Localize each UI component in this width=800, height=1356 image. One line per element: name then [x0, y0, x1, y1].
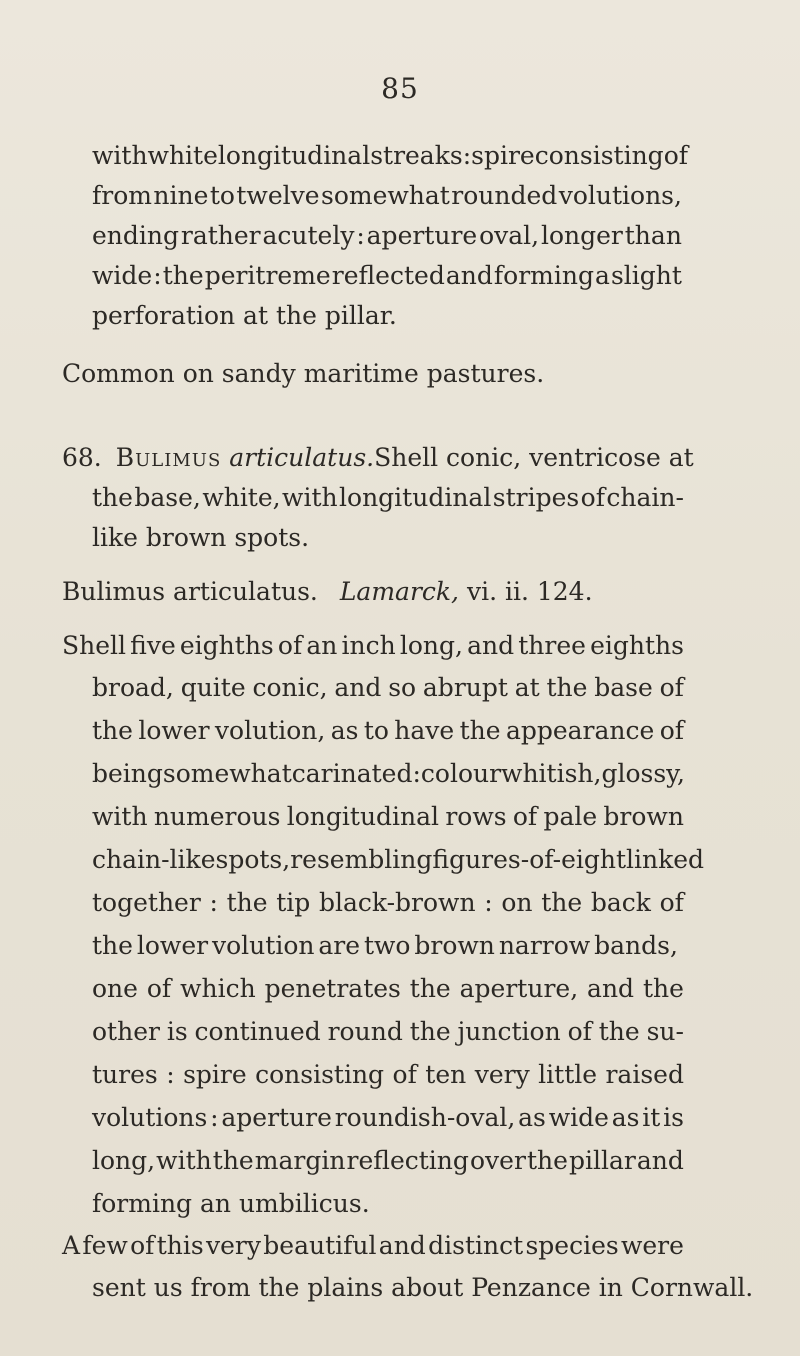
word: stripes	[492, 483, 580, 512]
text-line	[92, 883, 684, 923]
text-line	[92, 1012, 684, 1052]
word: to	[209, 181, 235, 210]
word: to	[363, 716, 389, 745]
word: numerous	[153, 802, 281, 831]
species-heading	[62, 438, 694, 478]
word: which	[180, 974, 256, 1003]
synonym-line	[62, 572, 593, 612]
word: slight	[610, 261, 682, 290]
word: volutions,	[558, 181, 682, 210]
word: as	[518, 1103, 546, 1132]
word: carinated	[291, 759, 413, 788]
word: as	[611, 1103, 640, 1132]
word: very	[206, 1231, 261, 1260]
word: :	[210, 1103, 219, 1132]
word: su-	[646, 1017, 684, 1046]
word: the	[546, 673, 588, 702]
text-line	[92, 1055, 684, 1095]
word: aperture	[221, 1103, 332, 1132]
species-epithet: articulatus.	[229, 443, 375, 472]
word: :	[462, 141, 472, 170]
word: chain-	[606, 483, 684, 512]
word: volutions	[92, 1103, 208, 1132]
word: conic,	[252, 673, 328, 702]
word: junction	[457, 1017, 561, 1046]
word: the	[541, 888, 583, 917]
word: volution,	[214, 716, 326, 745]
word: than	[624, 221, 682, 250]
word: raised	[605, 1060, 684, 1089]
word: the	[598, 1017, 640, 1046]
word: white,	[202, 483, 281, 512]
word: at	[514, 673, 540, 702]
word: ending	[92, 221, 179, 250]
word: the	[92, 716, 133, 745]
word: of	[567, 1017, 592, 1046]
word: have	[394, 716, 455, 745]
word: narrow	[498, 931, 591, 960]
word: tip	[276, 888, 311, 917]
word: the	[212, 1146, 254, 1175]
word: very	[474, 1060, 530, 1089]
text-line	[62, 626, 684, 666]
word: and	[636, 1146, 684, 1175]
word: tures	[92, 1060, 158, 1089]
word: the	[226, 888, 268, 917]
word: black-brown	[318, 888, 476, 917]
word: longitudinal	[286, 802, 440, 831]
text-line	[62, 1226, 684, 1266]
word: two	[363, 931, 411, 960]
word: continued	[194, 1017, 321, 1046]
word: of	[277, 631, 303, 660]
word: of	[659, 716, 684, 745]
word: longitudinal	[217, 141, 371, 170]
word: beautiful	[263, 1231, 377, 1260]
word: quite	[180, 673, 246, 702]
text-line: like brown spots.	[92, 523, 310, 552]
word: somewhat	[162, 759, 292, 788]
word: eighths	[590, 631, 684, 660]
word: from	[92, 181, 152, 210]
word: abrupt	[422, 673, 508, 702]
word: is	[663, 1103, 684, 1132]
text-line	[92, 754, 684, 794]
word: acutely	[262, 221, 355, 250]
word: :	[166, 1060, 175, 1089]
word: with	[92, 802, 148, 831]
word: spire	[183, 1060, 247, 1089]
word: back	[590, 888, 651, 917]
word: round	[327, 1017, 403, 1046]
word: :	[153, 261, 162, 290]
word: glossy,	[601, 759, 685, 788]
synonym-reference: vi. ii. 124.	[466, 577, 593, 606]
text-line	[92, 256, 682, 296]
synonym-name: Bulimus articulatus.	[62, 577, 318, 606]
word: A	[62, 1231, 81, 1260]
word: spire	[471, 141, 535, 170]
word: wide	[92, 261, 153, 290]
word: of	[663, 141, 688, 170]
word: lower	[138, 716, 210, 745]
word: so	[388, 673, 417, 702]
word: the	[409, 1017, 451, 1046]
word: :	[412, 759, 421, 788]
word: long,	[399, 631, 463, 660]
word: aperture,	[459, 974, 579, 1003]
word: colour	[420, 759, 502, 788]
word: together	[92, 888, 201, 917]
word: five	[130, 631, 176, 660]
word: of	[130, 1231, 155, 1260]
word: the	[642, 974, 684, 1003]
word: rounded	[451, 181, 558, 210]
word: it	[642, 1103, 661, 1132]
word: resembling	[290, 845, 433, 874]
text-line: forming an umbilicus.	[92, 1189, 370, 1218]
text-line	[92, 478, 684, 518]
word: roundish-oval,	[334, 1103, 516, 1132]
word: and	[587, 974, 635, 1003]
word: species	[525, 1231, 619, 1260]
word: reflecting	[346, 1146, 469, 1175]
text-line	[92, 840, 705, 880]
word: with	[92, 141, 148, 170]
word: distinct	[428, 1231, 524, 1260]
word: over	[469, 1146, 526, 1175]
word: aperture	[366, 221, 478, 250]
word: little	[538, 1060, 598, 1089]
word: and	[467, 631, 515, 660]
species-number: 68.	[62, 443, 102, 472]
word: few	[82, 1231, 128, 1260]
species-description: Shell conic, ventricose at	[374, 443, 694, 472]
word: the	[92, 483, 133, 512]
word: the	[459, 716, 501, 745]
word: linked	[626, 845, 705, 874]
text-line	[92, 969, 684, 1009]
text-line	[92, 136, 688, 176]
word: nine	[153, 181, 209, 210]
synonym-author: Lamarck,	[339, 577, 459, 606]
word: eighths	[179, 631, 274, 660]
word: of	[659, 673, 684, 702]
habitat-note: Common on sandy maritime pastures.	[62, 359, 545, 388]
word: of	[392, 1060, 417, 1089]
word: peritreme	[204, 261, 331, 290]
word: the	[162, 261, 204, 290]
word: on	[501, 888, 533, 917]
word: bands,	[594, 931, 678, 960]
word: an	[306, 631, 338, 660]
word: of	[146, 974, 172, 1003]
word: and	[378, 1231, 426, 1260]
word: appearance	[505, 716, 655, 745]
word: :	[356, 221, 365, 250]
word: three	[518, 631, 586, 660]
word: this	[156, 1231, 204, 1260]
word: of	[512, 802, 538, 831]
word: pale	[543, 802, 598, 831]
word: broad,	[92, 673, 174, 702]
word: figures-of-eight	[432, 845, 627, 874]
word: the	[526, 1146, 568, 1175]
text-line	[92, 711, 684, 751]
word: of	[659, 888, 684, 917]
word: chain-like	[92, 845, 216, 874]
word: consisting	[534, 141, 664, 170]
word: lower	[136, 931, 209, 960]
species-genus: Bulimus	[115, 443, 222, 472]
word: volution	[212, 931, 315, 960]
text-line: sent us from the plains about Penzance in Cornwall.	[92, 1273, 754, 1302]
word: were	[620, 1231, 684, 1260]
text-line	[92, 797, 684, 837]
word: streaks	[370, 141, 463, 170]
word: rather	[180, 221, 261, 250]
word: with	[282, 483, 338, 512]
word: :	[209, 888, 218, 917]
word: the	[409, 974, 451, 1003]
word: whitish,	[501, 759, 602, 788]
word: wide	[548, 1103, 609, 1132]
word: somewhat	[320, 181, 450, 210]
word: twelve	[236, 181, 320, 210]
word: long,	[92, 1146, 156, 1175]
word: as	[330, 716, 359, 745]
word: oval,	[479, 221, 540, 250]
word: one	[92, 974, 138, 1003]
word: a	[595, 261, 610, 290]
word: rows	[445, 802, 507, 831]
text-line	[92, 926, 678, 966]
word: spots,	[215, 845, 291, 874]
word: being	[92, 759, 163, 788]
text-line: perforation at the pillar.	[92, 301, 397, 330]
word: longitudinal	[339, 483, 492, 512]
word: white	[147, 141, 218, 170]
text-line	[92, 1098, 684, 1138]
text-line	[92, 216, 682, 256]
word: base	[594, 673, 653, 702]
word: other	[92, 1017, 160, 1046]
word: the	[92, 931, 133, 960]
word: Shell	[62, 631, 127, 660]
word: of	[580, 483, 605, 512]
text-line	[92, 668, 684, 708]
word: are	[318, 931, 361, 960]
word: forming	[493, 261, 594, 290]
word: ten	[425, 1060, 467, 1089]
word: :	[484, 888, 493, 917]
word: margin	[254, 1146, 346, 1175]
word: brown	[414, 931, 495, 960]
text-line	[92, 176, 682, 216]
word: and	[334, 673, 382, 702]
text-line	[92, 1141, 684, 1181]
word: is	[166, 1017, 188, 1046]
word: base,	[134, 483, 201, 512]
word: consisting	[255, 1060, 385, 1089]
word: longer	[540, 221, 623, 250]
page-number: 85	[381, 72, 419, 105]
word: with	[156, 1146, 212, 1175]
word: penetrates	[264, 974, 401, 1003]
word: reflected	[331, 261, 445, 290]
word: brown	[603, 802, 684, 831]
word: inch	[341, 631, 396, 660]
word: pillar	[568, 1146, 636, 1175]
word: and	[445, 261, 493, 290]
